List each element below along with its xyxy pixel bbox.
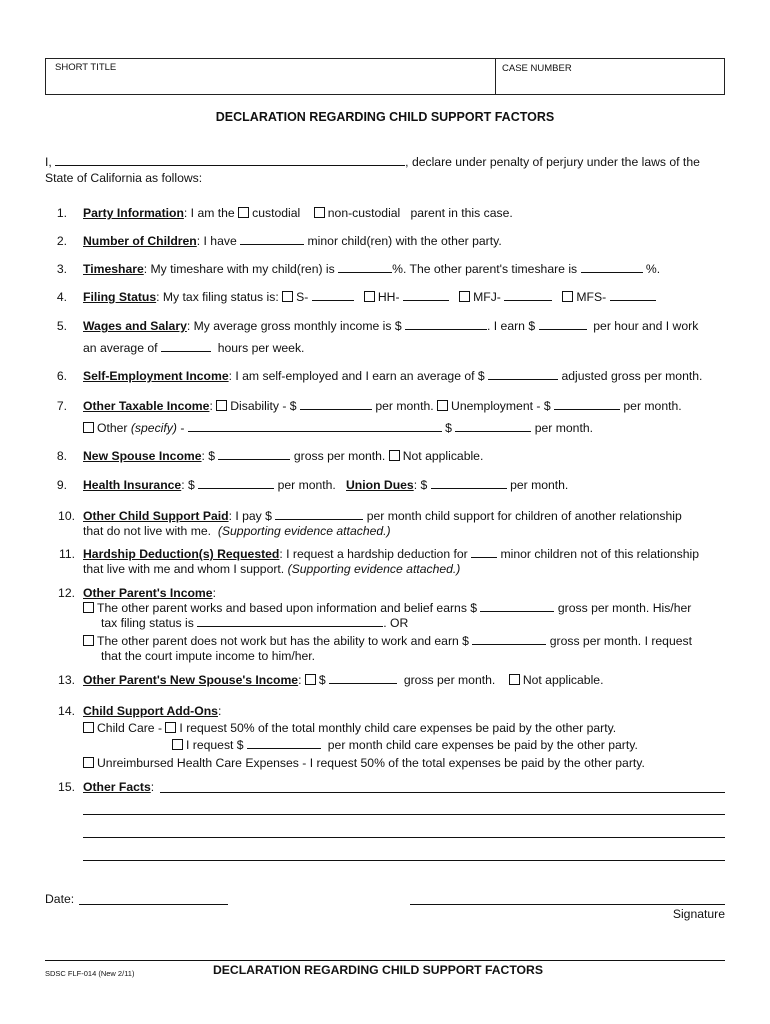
unemployment-amount-field[interactable] bbox=[554, 399, 620, 410]
filing-s-checkbox[interactable] bbox=[282, 291, 293, 302]
item-self-employment: Self-Employment Income: I am self-employed and I earn an average of $ adjusted gross per month. bbox=[83, 369, 703, 383]
intro-line-2: State of California as follows: bbox=[45, 171, 203, 185]
item-number: 10. bbox=[58, 509, 75, 523]
other-parent-not-working-line: The other parent does not work but has the ability to work and earn $ gross per month. I request bbox=[83, 634, 692, 649]
signature-label: Signature bbox=[672, 907, 725, 921]
child-care-50-checkbox[interactable] bbox=[165, 722, 176, 733]
hours-per-week-field[interactable] bbox=[161, 341, 211, 352]
child-care-amount-line: I request $ per month child care expenses be paid by the other party. bbox=[172, 738, 638, 753]
other-income-amount-field[interactable] bbox=[455, 421, 531, 432]
custodial-checkbox[interactable] bbox=[238, 207, 249, 218]
footer-divider bbox=[45, 960, 725, 961]
health-insurance-field[interactable] bbox=[198, 478, 274, 489]
unreimbursed-health-line: Unreimbursed Health Care Expenses - I request 50% of the total expenses be paid by the other party. bbox=[83, 756, 645, 771]
my-timeshare-field[interactable] bbox=[338, 262, 392, 273]
caption-divider bbox=[495, 59, 496, 94]
item-number: 15. bbox=[58, 780, 75, 794]
item-number: 4. bbox=[56, 290, 67, 304]
filing-s-field[interactable] bbox=[312, 290, 354, 301]
other-child-support-field[interactable] bbox=[275, 509, 363, 520]
other-new-spouse-income-field[interactable] bbox=[329, 673, 397, 684]
children-count-field[interactable] bbox=[240, 234, 304, 245]
item-number-of-children: Number of Children: I have minor child(ren) with the other party. bbox=[83, 234, 502, 248]
filing-mfs-checkbox[interactable] bbox=[562, 291, 573, 302]
item-other-parents-income: Other Parent's Income: bbox=[83, 586, 216, 600]
other-parent-not-working-checkbox[interactable] bbox=[83, 635, 94, 646]
item-number: 2. bbox=[56, 234, 67, 248]
date-field[interactable] bbox=[79, 904, 228, 905]
item-number: 9. bbox=[56, 478, 67, 492]
item-child-support-add-ons: Child Support Add-Ons: bbox=[83, 704, 222, 718]
new-spouse-income-checkbox[interactable] bbox=[305, 674, 316, 685]
other-income-specify-field[interactable] bbox=[188, 421, 442, 432]
other-facts-field-4[interactable] bbox=[83, 860, 725, 861]
item-number: 8. bbox=[56, 449, 67, 463]
item-other-income-line-2: Other (specify) - $ per month. bbox=[83, 421, 593, 436]
declarant-line: I, , declare under penalty of perjury under the laws of the bbox=[45, 155, 700, 169]
form-title: DECLARATION REGARDING CHILD SUPPORT FACTORS bbox=[215, 110, 555, 124]
other-parent-filing-line: tax filing status is . OR bbox=[101, 616, 409, 630]
item-new-spouse-income: New Spouse Income: $ gross per month. Not applicable. bbox=[83, 449, 484, 463]
hourly-rate-field[interactable] bbox=[539, 319, 587, 330]
disability-checkbox[interactable] bbox=[216, 400, 227, 411]
item-number: 11. bbox=[58, 547, 75, 561]
other-parent-filing-status-field[interactable] bbox=[197, 616, 383, 627]
other-facts-field-2[interactable] bbox=[83, 814, 725, 815]
item-number: 3. bbox=[56, 262, 67, 276]
child-care-amount-field[interactable] bbox=[247, 738, 321, 749]
item-other-facts: Other Facts: bbox=[83, 780, 155, 794]
item-other-taxable-income: Other Taxable Income: Disability - $ per month. Unemployment - $ per month. bbox=[83, 399, 682, 413]
item-number: 14. bbox=[58, 704, 75, 718]
short-title-label: SHORT TITLE bbox=[55, 62, 117, 73]
case-number-label: CASE NUMBER bbox=[502, 63, 572, 74]
item-number: 6. bbox=[56, 369, 67, 383]
filing-mfj-checkbox[interactable] bbox=[459, 291, 470, 302]
unreimbursed-health-checkbox[interactable] bbox=[83, 757, 94, 768]
hardship-count-field[interactable] bbox=[471, 547, 497, 558]
item-hardship-deduction: Hardship Deduction(s) Requested: I request a hardship deduction for minor children not of this relationship bbox=[83, 547, 700, 561]
filing-hh-checkbox[interactable] bbox=[364, 291, 375, 302]
self-employment-income-field[interactable] bbox=[488, 369, 558, 380]
item-other-child-support-line-2: that do not live with me. (Supporting evidence attached.) bbox=[83, 524, 391, 538]
new-spouse-income-field[interactable] bbox=[218, 449, 290, 460]
item-timeshare: Timeshare: My timeshare with my child(ren) is %. The other parent's timeshare is %. bbox=[83, 262, 661, 276]
other-timeshare-field[interactable] bbox=[581, 262, 643, 273]
declarant-name-field[interactable] bbox=[55, 155, 405, 166]
item-hardship-line-2: that live with me and whom I support. (Supporting evidence attached.) bbox=[83, 562, 461, 576]
item-number: 5. bbox=[56, 319, 67, 333]
date-label: Date: bbox=[45, 892, 75, 906]
item-other-parents-new-spouse-income: Other Parent's New Spouse's Income: $ gross per month. Not applicable. bbox=[83, 673, 604, 687]
monthly-income-field[interactable] bbox=[405, 319, 487, 330]
new-spouse-na-checkbox[interactable] bbox=[389, 450, 400, 461]
item-wages-and-salary: Wages and Salary: My average gross monthly income is $ . I earn $ per hour and I work bbox=[83, 319, 699, 333]
unemployment-checkbox[interactable] bbox=[437, 400, 448, 411]
item-party-information: Party Information: I am the custodial non-custodial parent in this case. bbox=[83, 206, 513, 220]
child-care-line: Child Care - I request 50% of the total monthly child care expenses be paid by the other party. bbox=[83, 721, 616, 736]
filing-mfj-field[interactable] bbox=[504, 290, 552, 301]
item-number: 13. bbox=[58, 673, 75, 687]
other-parent-works-line: The other parent works and based upon information and belief earns $ gross per month. His/her bbox=[83, 601, 691, 616]
union-dues-field[interactable] bbox=[431, 478, 507, 489]
other-parent-earnings-field[interactable] bbox=[480, 601, 554, 612]
child-care-amount-checkbox[interactable] bbox=[172, 739, 183, 750]
item-health-insurance: Health Insurance: $ per month. Union Dues: $ per month. bbox=[83, 478, 569, 492]
item-wages-line-2: an average of hours per week. bbox=[83, 341, 305, 355]
filing-mfs-field[interactable] bbox=[610, 290, 656, 301]
form-id: SDSC FLF-014 (New 2/11) bbox=[45, 969, 135, 978]
impute-income-line: that the court impute income to him/her. bbox=[101, 649, 316, 663]
footer-title: DECLARATION REGARDING CHILD SUPPORT FACTORS bbox=[213, 963, 543, 977]
item-other-child-support: Other Child Support Paid: I pay $ per month child support for children of another relationship bbox=[83, 509, 682, 523]
item-number: 12. bbox=[58, 586, 75, 600]
item-filing-status: Filing Status: My tax filing status is: S- HH- MFJ- MFS- bbox=[83, 290, 656, 305]
signature-field[interactable] bbox=[410, 904, 725, 905]
other-income-checkbox[interactable] bbox=[83, 422, 94, 433]
other-parent-ability-earnings-field[interactable] bbox=[472, 634, 546, 645]
disability-amount-field[interactable] bbox=[300, 399, 372, 410]
item-number: 7. bbox=[56, 399, 67, 413]
other-new-spouse-na-checkbox[interactable] bbox=[509, 674, 520, 685]
non-custodial-checkbox[interactable] bbox=[314, 207, 325, 218]
item-number: 1. bbox=[56, 206, 67, 220]
child-care-checkbox[interactable] bbox=[83, 722, 94, 733]
caption-box bbox=[45, 58, 725, 95]
other-facts-field-1[interactable] bbox=[160, 792, 725, 793]
other-facts-field-3[interactable] bbox=[83, 837, 725, 838]
filing-hh-field[interactable] bbox=[403, 290, 449, 301]
other-parent-works-checkbox[interactable] bbox=[83, 602, 94, 613]
